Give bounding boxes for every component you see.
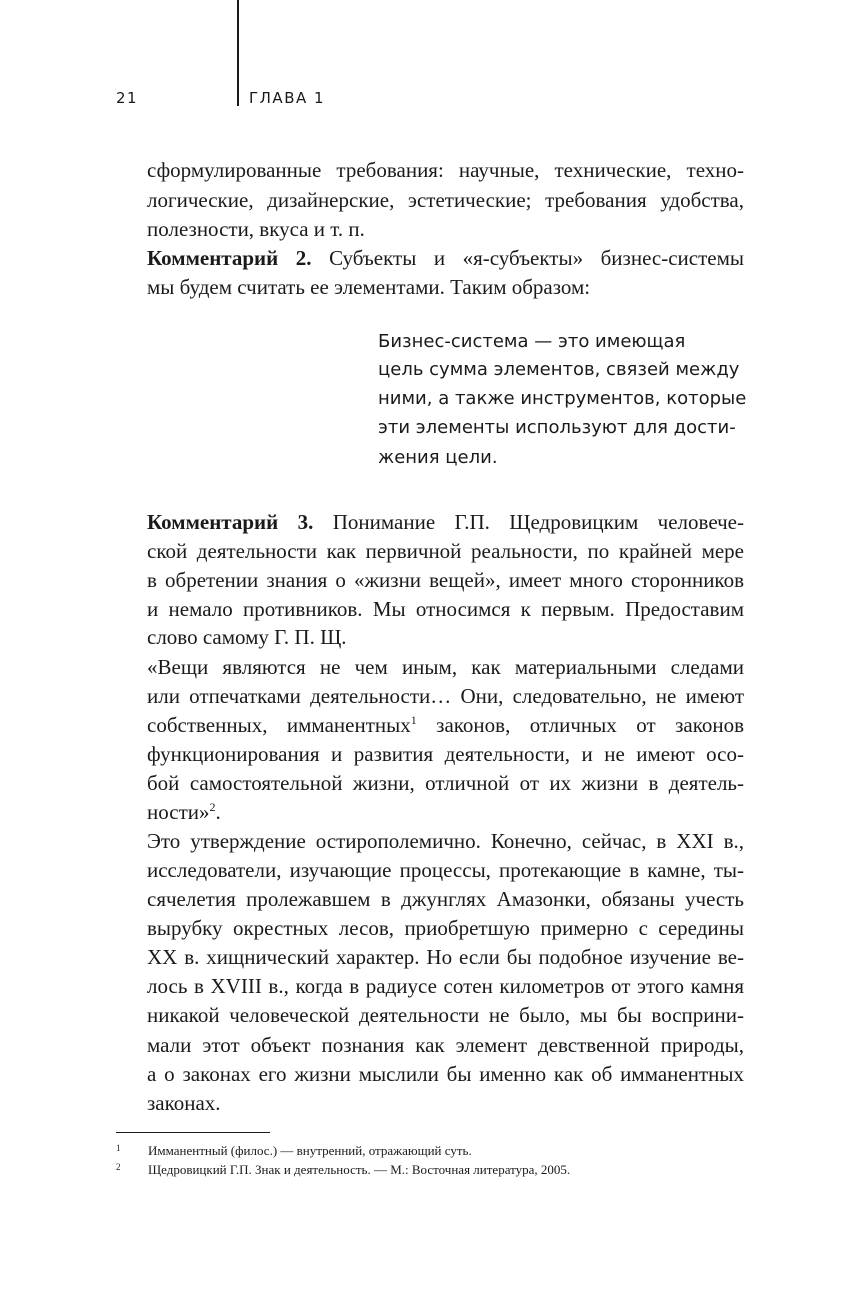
- definition-line: ними, а также инструментов, которые: [378, 388, 747, 409]
- paragraph-line: сячелетия пролежавшем в джунглях Амазонки, обязаны учесть: [147, 887, 744, 911]
- comment-2-line: мы будем считать ее элементами. Таким образом:: [147, 275, 591, 299]
- comment-3-line: ской деятельности как первичной реальности, по крайней мере: [147, 539, 744, 563]
- footnote-ref: 1: [410, 713, 417, 727]
- comment-3-line: [147, 507, 744, 537]
- chapter-title: ГЛАВА 1: [249, 89, 326, 107]
- comment-3-line: и немало противников. Мы относимся к первым. Предоставим: [147, 597, 744, 621]
- footnote-mark: 1: [116, 1143, 121, 1153]
- footnote: [116, 1158, 570, 1179]
- paragraph-line: никакой человеческой деятельности не было, мы бы восприни-: [147, 1003, 744, 1027]
- footnote-ref: 2: [209, 800, 216, 814]
- paragraph-line: исследователи, изучающие процессы, протекающие в камне, ты-: [147, 858, 744, 882]
- comment-3-line: в обретении знания о «жизни вещей», имеет много сторонников: [147, 568, 744, 592]
- footnote-text: Имманентный (филос.) — внутренний, отражающий суть.: [148, 1143, 472, 1158]
- paragraph-line: сформулированные требования: научные, технические, техно-: [147, 158, 744, 182]
- footnote-divider: [116, 1132, 270, 1133]
- definition-line: цель сумма элементов, связей между: [378, 359, 740, 380]
- paragraph-line: лось в XVIII в., когда в радиусе сотен километров от этого камня: [147, 974, 744, 998]
- footnote-text: Щедровицкий Г.П. Знак и деятельность. — М.: Восточная литература, 2005.: [148, 1162, 571, 1177]
- page-number: 21: [116, 89, 139, 107]
- quote-line: [147, 710, 744, 740]
- definition-line: эти элементы используют для дости-: [378, 417, 736, 438]
- paragraph-line: вырубку окрестных лесов, приобретшую примерно с середины: [147, 916, 744, 940]
- comment-3-line: слово самому Г. П. Щ.: [147, 625, 347, 649]
- comment-2-line: [147, 243, 744, 273]
- definition-line: жения цели.: [378, 447, 498, 468]
- quote-line: «Вещи являются не чем иным, как материальными следами: [147, 655, 744, 679]
- quote-text: ности»: [147, 800, 210, 824]
- definition-line: Бизнес-система — это имеющая: [378, 331, 686, 352]
- paragraph-line: полезности, вкуса и т. п.: [147, 217, 365, 241]
- footnote-mark: 2: [116, 1162, 121, 1172]
- paragraph-line: мали этот объект познания как элемент девственной природы,: [147, 1033, 744, 1057]
- quote-text: .: [215, 800, 221, 824]
- header-vertical-rule: [237, 0, 239, 106]
- quote-text: законов, отличных от законов: [416, 713, 744, 737]
- paragraph-line: XX в. хищнический характер. Но если бы подобное изучение ве-: [147, 945, 744, 969]
- quote-line: бой самостоятельной жизни, отличной от их жизни в деятель-: [147, 771, 744, 795]
- comment-2-text: Субъекты и «я-субъекты» бизнес-системы: [311, 246, 744, 270]
- footnote: [116, 1139, 472, 1160]
- quote-text: собственных, имманентных: [147, 713, 411, 737]
- quote-line: или отпечатками деятельности… Они, следовательно, не имеют: [147, 684, 744, 708]
- paragraph-line: Это утверждение остирополемично. Конечно, сейчас, в XXI в.,: [147, 829, 744, 853]
- comment-3-text: Понимание Г.П. Щедровицким человече-: [313, 510, 744, 534]
- quote-line: [147, 797, 744, 827]
- quote-line: функционирования и развития деятельности, и не имеют осо-: [147, 742, 744, 766]
- paragraph-line: законах.: [147, 1091, 221, 1115]
- comment-3-label: Комментарий 3.: [147, 510, 314, 534]
- paragraph-line: а о законах его жизни мыслили бы именно как об имманентных: [147, 1062, 744, 1086]
- paragraph-line: логические, дизайнерские, эстетические; требования удобства,: [147, 188, 744, 212]
- comment-2-label: Комментарий 2.: [147, 246, 312, 270]
